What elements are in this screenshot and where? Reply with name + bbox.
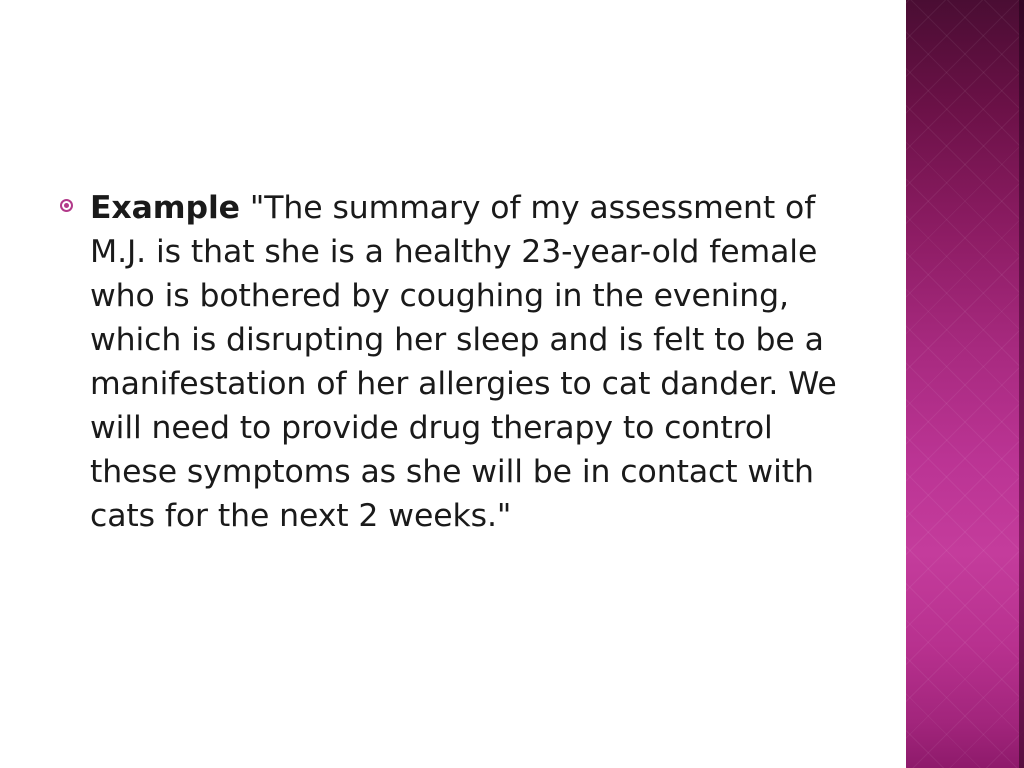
bullet-marker (60, 186, 90, 212)
bullet-target-icon (60, 199, 73, 212)
bullet-lead-label: Example (90, 190, 240, 226)
right-decorative-band (906, 0, 1024, 768)
bullet-body-text: "The summary of my assessment of M.J. is that she is a healthy 23-year-old female who is bothered by coughing in the evening, which is disrupting her sleep and is felt to be a manifestation of her allergies to cat dander. We will need to provide drug therapy to control these symptoms as she will be in contact with cats for the next 2 weeks." (90, 190, 837, 534)
list-item (60, 186, 850, 538)
band-right-edge (1019, 0, 1024, 768)
band-texture-overlay (906, 0, 1024, 768)
bullet-text (90, 186, 850, 538)
